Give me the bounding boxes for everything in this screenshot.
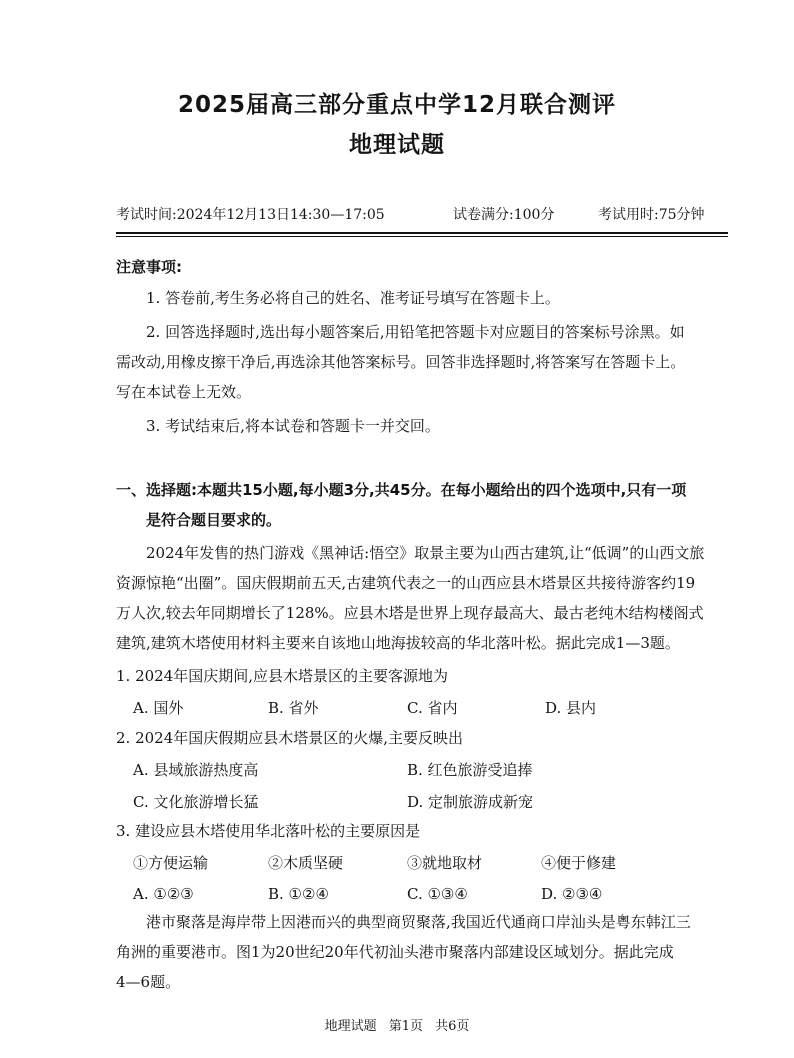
question-2-option-a: A. 县域旅游热度高 — [133, 761, 259, 779]
question-1-option-a: A. 国外 — [133, 699, 184, 717]
passage-1-line-4: 建筑,建筑木塔使用材料主要来自该地山地海拔较高的华北落叶松。据此完成1—3题。 — [116, 634, 680, 652]
passage-2-line-3: 4—6题。 — [116, 973, 181, 991]
footer-page-number: 第1页 — [388, 1019, 423, 1034]
double-rule-top — [116, 232, 728, 234]
exam-title: 2025届高三部分重点中学12月联合测评 — [177, 92, 617, 118]
question-2-stem: 2. 2024年国庆假期应县木塔景区的火爆,主要反映出 — [116, 729, 464, 747]
question-3-option-d: D. ②③④ — [541, 885, 603, 903]
question-3-choice-3: ③就地取材 — [407, 854, 483, 872]
passage-1-line-2: 资源惊艳“出圈”。国庆假期前五天,古建筑代表之一的山西应县木塔景区共接待游客约19 — [116, 574, 696, 592]
notice-item-2-line-3: 写在本试卷上无效。 — [116, 383, 252, 401]
exam-duration: 考试用时:75分钟 — [598, 207, 705, 223]
question-3-stem: 3. 建设应县木塔使用华北落叶松的主要原因是 — [116, 822, 421, 840]
question-1-stem: 1. 2024年国庆期间,应县木塔景区的主要客源地为 — [116, 667, 449, 685]
passage-1-line-1: 2024年发售的热门游戏《黑神话:悟空》取景主要为山西古建筑,让“低调”的山西文旅 — [146, 544, 705, 562]
question-3-choice-2: ②木质坚硬 — [268, 854, 344, 872]
question-1-option-b: B. 省外 — [268, 699, 319, 717]
notice-item-2-line-2: 需改动,用橡皮擦干净后,再选涂其他答案标号。回答非选择题时,将答案写在答题卡上。 — [116, 353, 686, 371]
question-3-option-c: C. ①③④ — [407, 885, 468, 903]
question-1-option-c: C. 省内 — [407, 699, 458, 717]
notice-heading: 注意事项: — [116, 258, 182, 276]
exam-subtitle: 地理试题 — [349, 132, 445, 158]
question-2-option-b: B. 红色旅游受追捧 — [407, 761, 533, 779]
footer-subject: 地理试题 — [324, 1019, 377, 1034]
notice-item-2-line-1: 2. 回答选择题时,选出每小题答案后,用铅笔把答题卡对应题目的答案标号涂黑。如 — [146, 323, 685, 341]
question-2-option-d: D. 定制旅游成新宠 — [407, 793, 534, 811]
exam-info-bar — [116, 204, 728, 226]
passage-1-line-3: 万人次,较去年同期增长了128%。应县木塔是世界上现存最高大、最古老纯木结构楼阁式 — [116, 604, 704, 622]
footer-total-pages: 共6页 — [435, 1019, 470, 1034]
question-3-option-a: A. ①②③ — [133, 885, 194, 903]
section-1-heading-line-1: 一、选择题:本题共15小题,每小题3分,共45分。在每小题给出的四个选项中,只有一项 — [116, 481, 687, 499]
notice-item-1: 1. 答卷前,考生务必将自己的姓名、准考证号填写在答题卡上。 — [146, 289, 560, 307]
question-2-option-c: C. 文化旅游增长猛 — [133, 793, 259, 811]
exam-time: 考试时间:2024年12月13日14:30—17:05 — [116, 207, 385, 223]
passage-2-line-1: 港市聚落是海岸带上因港而兴的典型商贸聚落,我国近代通商口岸汕头是粤东韩江三 — [146, 913, 691, 931]
double-rule-bottom — [116, 236, 728, 237]
question-1-option-d: D. 县内 — [545, 699, 597, 717]
full-score: 试卷满分:100分 — [453, 207, 555, 223]
question-3-choice-1: ①方便运输 — [133, 854, 209, 872]
question-3-option-b: B. ①②④ — [268, 885, 329, 903]
page-footer — [0, 1015, 794, 1034]
passage-2-line-2: 角洲的重要港市。图1为20世纪20年代初汕头港市聚落内部建设区域划分。据此完成 — [116, 943, 674, 961]
section-1-heading-line-2: 是符合题目要求的。 — [146, 511, 282, 529]
notice-item-3: 3. 考试结束后,将本试卷和答题卡一并交回。 — [146, 417, 440, 435]
question-3-choice-4: ④便于修建 — [541, 854, 617, 872]
